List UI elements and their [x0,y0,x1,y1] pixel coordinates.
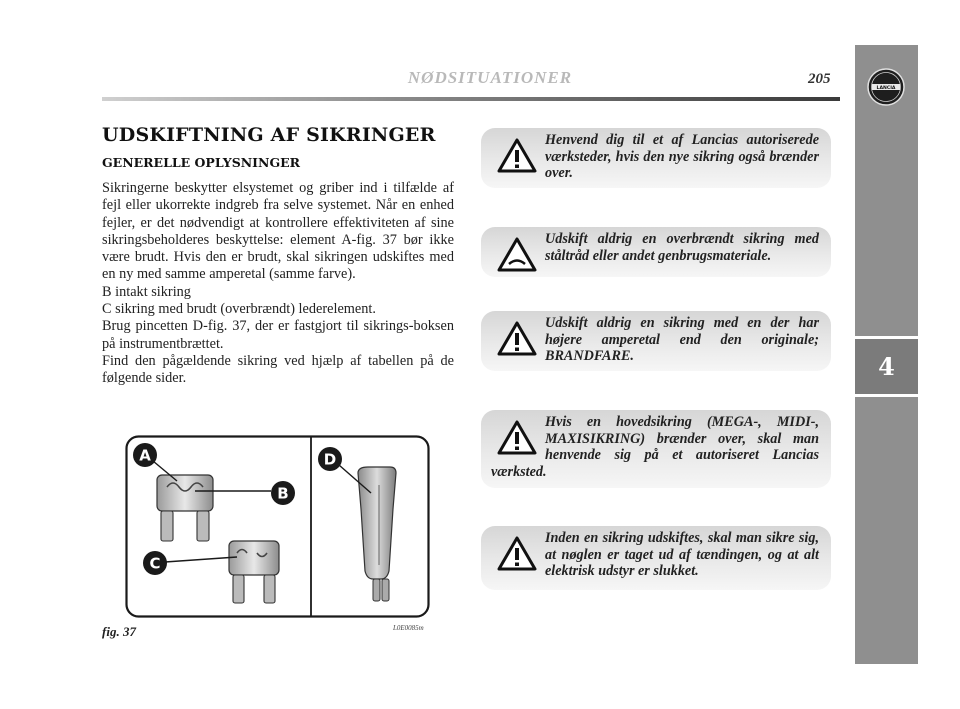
section-subtitle: GENERELLE OPLYSNINGER [102,155,301,170]
warning-box [481,311,831,371]
callout-c [143,551,167,575]
warning-triangle-icon [497,138,537,174]
figure-code: L0E0085m [393,624,424,632]
figure-caption: fig. 37 [102,624,136,639]
warning-box [481,526,831,590]
chapter-number: 4 [878,352,895,381]
warning-text: Henvend dig til et af Lancias autoriserede værksteder, hvis den nye sikring også brænder over. [545,132,819,181]
warning-box [481,227,831,277]
body-item-c: C sikring med brudt (overbrændt) lederelement. [102,301,376,318]
callout-a [133,443,157,467]
warning-triangle-icon [497,237,537,273]
callout-label-a: A [139,446,151,465]
section-title: UDSKIFTNING AF SIKRINGER [102,124,436,146]
warning-triangle-icon [497,420,537,456]
warning-triangle-icon [497,536,537,572]
callout-label-d: D [323,450,337,469]
lancia-logo-icon [866,67,906,107]
warning-text: Hvis en hovedsikring (MEGA-, MIDI-, MAXISIKRING) brænder over, skal man henvende sig på et autoriseret Lancias værksted. [491,414,819,480]
header-rule [102,97,840,101]
warning-box [481,128,831,188]
body-paragraph: Sikringerne beskytter elsystemet og griber ind i tilfælde af fejl eller ukorrekte indgreb fra selve systemet. Når en enhed fejler, er det nødvendigt at kontrollere effektiviteten af sine sikringsbeholderes beskyttelse: element A-fig. 37 bør ikke være brudt. Hvis den er brudt, skal sikringen udskiftes med en ny med samme amperetal (samme farve). [102,180,454,283]
body-text [102,180,454,388]
warning-text: Inden en sikring udskiftes, skal man sikre sig, at nøglen er taget ud af tændingen, og at alt elektrisk udstyr er slukket. [545,530,819,579]
body-paragraph: Brug pincetten D-fig. 37, der er fastgjort til sikrings-boksen på instrumentbrættet. [102,318,454,352]
warning-box [481,410,831,488]
callout-label-b: B [277,484,289,503]
running-header-title: NØDSITUATIONER [407,68,573,87]
warning-text: Udskift aldrig en overbrændt sikring med ståltråd eller andet genbrugsmateriale. [545,231,819,264]
logo-text: LANCIA [876,86,896,91]
callout-b [271,481,295,505]
body-item-b: B intakt sikring [102,283,191,300]
page-number: 205 [808,71,831,87]
warning-text: Udskift aldrig en sikring med en der har højere amperetal end den originale; BRANDFARE. [545,315,819,364]
body-paragraph: Find den pågældende sikring ved hjælp af tabellen på de følgende sider. [102,352,454,387]
side-tab-bottom [855,397,918,664]
warning-triangle-icon [497,321,537,357]
fuse-illustration [125,435,430,618]
callout-d [318,447,342,471]
callout-label-c: C [149,554,161,573]
